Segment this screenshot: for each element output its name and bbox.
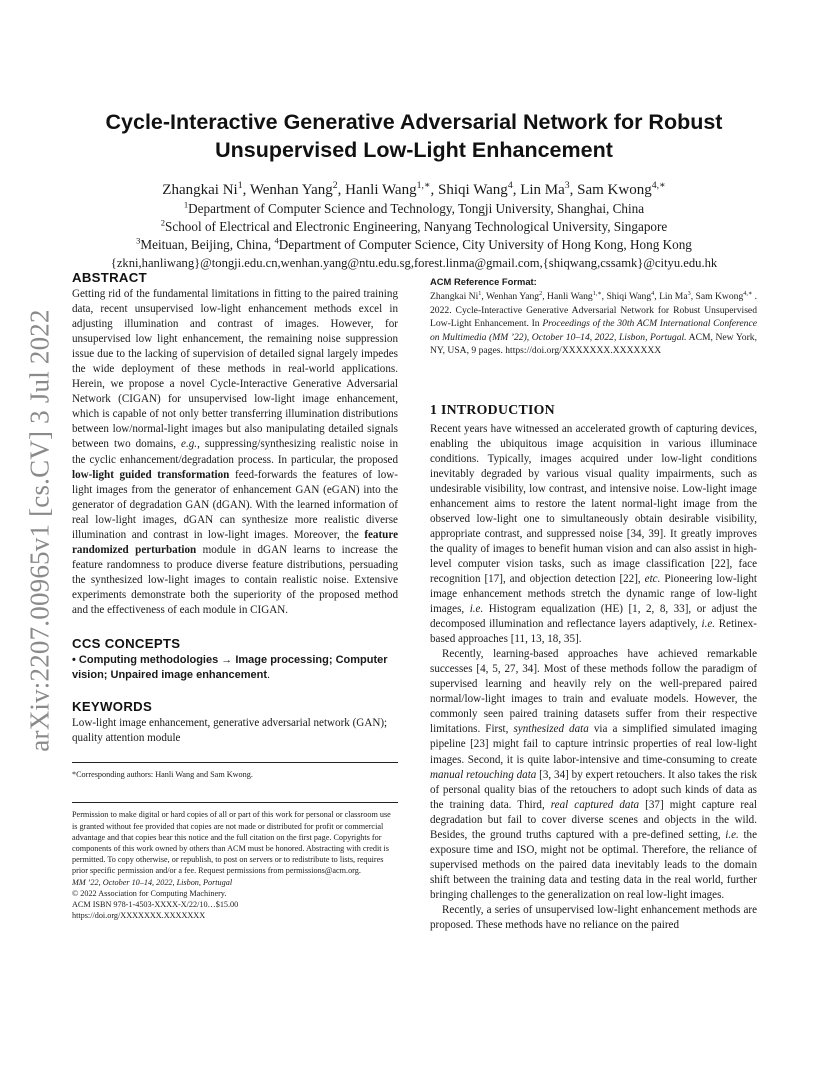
affiliation-2: $^2$School of Electrical and Electronic Engineering, Nanyang Technological University, Singapore xyxy=(160,217,668,234)
permission-rule xyxy=(72,802,398,803)
keywords-text: Low-light image enhancement, generative adversarial network (GAN); quality attention module xyxy=(72,717,388,745)
paper-title: Cycle-Interactive Generative Adversarial Network for Robust Unsupervised Low-Light Enhancement xyxy=(105,110,723,162)
abstract-text: Getting rid of the fundamental limitations in fitting to the paired training data, recent unsupervised low-light enhancement methods excel in adjusting illumination and contrast of images. However, for unsupervised low light enhancement, the remaining noise suppression issue due to the lacking of supervision of detailed signal largely impedes the wide deployment of these methods in real-world applications. Herein, we propose a novel Cycle-Interactive Generative Adversarial Network (CIGAN) for unsupervised low-light image enhancement, which is capable of not only better transferring illumination distributions between low/normal-light images but also manipulating detailed signals between two domains, e.g., suppressing/synthesizing realistic noise in the cyclic enhancement/degradation process. In particular, the proposed low-light guided transformation feed-forwards the features of low-light images from the generator of enhancement GAN (eGAN) into the generator of degradation GAN (dGAN). With the learned information of real low-light images, dGAN can synthesize more realistic diverse illumination and contrast in low-light images. Moreover, the feature randomized perturbation module in dGAN learns to increase the feature randomness to produce diverse feature distributions, persuading the synthesized low-light images to contain realistic noise. Extensive experiments demonstrate both the superiority of the proposed method and the effectiveness of each module in CIGAN. xyxy=(72,288,398,616)
corresponding-footnote: *Corresponding authors: Hanli Wang and Sam Kwong. xyxy=(72,770,253,780)
author-list: Zhangkai Ni$^1$, Wenhan Yang$^2$, Hanli Wang$^{1,∗}$, Shiqi Wang$^4$, Lin Ma$^3$, Sam Kwong$^{4,∗}$ xyxy=(162,180,666,198)
intro-paragraph-3: Recently, a series of unsupervised low-light enhancement methods are proposed. These methods have no reliance on the paired xyxy=(430,904,757,932)
right-column xyxy=(430,270,757,933)
author-emails: {zkni,hanliwang}@tongji.edu.cn,wenhan.yang@ntu.edu.sg,forest.linma@gmail.com,{shiqwang,cssamk}@cityu.edu.hk xyxy=(110,256,718,270)
abstract-heading: ABSTRACT xyxy=(72,270,147,285)
affiliation-1: $^1$Department of Computer Science and Technology, Tongji University, Shanghai, China xyxy=(183,199,645,216)
ccs-concepts: • Computing methodologies → Image processing; Computer vision; Unpaired image enhancement. xyxy=(72,654,388,682)
intro-paragraph-2: Recently, learning-based approaches have achieved remarkable successes [4, 5, 27, 34]. Most of these methods follow the paradigm of supervised learning and heavily rely on the well-prepared paired normal/low-light images to train and evaluate models. However, the commonly seen paired training datasets suffer from their respective limitations. First, synthesized data via a simplified simulated imaging pipeline [23] might fail to capture intrinsic properties of real low-light images. Second, it is quite labor-intensive and time-consuming to create manual retouching data [3, 34] by expert retouchers. It also takes the risk of personal quality bias of the retouchers to adopt such kinds of data as the training data. Third, real captured data [37] might capture real degradation but fail to cover diverse scenes and objects in the wild. Besides, the ground truths captured with a pre-defined setting, i.e. the exposure time and ISO, might not be optimal. Therefore, the reliance of supervised methods on the paired data inevitably leads to the domain shift between the training data and testing data in the real world, further bringing challenges to the generalization on real low-light images. xyxy=(430,648,758,901)
acm-reference-text: Zhangkai Ni$^1$, Wenhan Yang$^2$, Hanli Wang$^{1,∗}$, Shiqi Wang$^4$, Lin Ma$^3$, Sam Kwong$^{4,∗}$ . 2022. Cycle-Interactive Generative Adversarial Network for Robust Unsupervised Low-Light Enhancement. In Proceedings of the 30th ACM International Conference on Multimedia (MM ’22), October 10–14, 2022, Lisbon, Portugal. ACM, New York, NY, USA, 9 pages. https://doi.org/XXXXXXX.XXXXXXX xyxy=(430,289,758,356)
intro-paragraph-1: Recent years have witnessed an accelerated growth of capturing devices, enabling the ubiquitous image acquisition in various illuminace conditions. Typically, images acquired under low-light conditions inevitably degraded by various visual quality impairments, such as undesirable visibility, low contrast, and intensive noise. Low-light image enhancement aims to restore the latent normal-light image from the observed low-light one to simultaneously obtain desirable visibility, appropriate contrast, and suppressed noise [34, 39]. It greatly improves the quality of images to benefit human vision and can also assist in high-level computer vision tasks, such as image classification [22], face recognition [17], and objection detection [22], etc. Pioneering low-light image enhancement methods stretch the dynamic range of low-light images, i.e. Histogram equalization (HE) [1, 2, 8, 33], or adjust the decomposed illumination and reflectance layers adaptively, i.e. Retinex-based approaches [11, 13, 18, 35]. xyxy=(430,422,757,646)
permission-block: Permission to make digital or hard copies of all or part of this work for personal or classroom use is granted without fee provided that copies are not made or distributed for profit or commercial advantage and that copies bear this notice and the full citation on the first page. Copyrights for components of this work owned by others than ACM must be honored. Abstracting with credit is permitted. To copy otherwise, or republish, to post on servers or to redistribute to lists, requires prior specific permission and/or a fee. Request permissions from permissions@acm.org. MM ’22, October 10–14, 2022, Lisbon, Portugal © 2022 Association for Computing Machinery. ACM ISBN 978-1-4503-XXXX-X/22/10…$15.00 https://doi.org/XXXXXXX.XXXXXXX xyxy=(72,810,391,921)
footnote-rule xyxy=(72,762,398,763)
acm-reference: ACM Reference Format: Zhangkai Ni$^1$, Wenhan Yang$^2$, Hanli Wang$^{1,∗}$, Shiqi Wang$^4$, Lin Ma$^3$, Sam Kwong$^{4,∗}$ . 2022. Cycle-Interactive Generative Adversarial Network for Robust Unsupervised Low-Light Enhancement. In Proceedings of the 30th ACM International Conference on Multimedia (MM ’22), October 10–14, 2022, Lisbon, Portugal. ACM, New York, NY, USA, 9 pages. https://doi.org/XXXXXXX.XXXXXXX xyxy=(430,276,758,356)
affiliation-3-4: $^3$Meituan, Beijing, China, $^4$Department of Computer Science, City University of Hong Kong, Hong Kong xyxy=(136,235,692,252)
ccs-heading: CCS CONCEPTS xyxy=(72,636,181,652)
left-column xyxy=(72,270,398,921)
intro-heading: 1 INTRODUCTION xyxy=(430,401,555,417)
keywords-heading: KEYWORDS xyxy=(72,699,153,715)
paper-header xyxy=(72,108,756,272)
arxiv-stamp: arXiv:2207.00965v1 [cs.CV] 3 Jul 2022 xyxy=(24,308,55,752)
